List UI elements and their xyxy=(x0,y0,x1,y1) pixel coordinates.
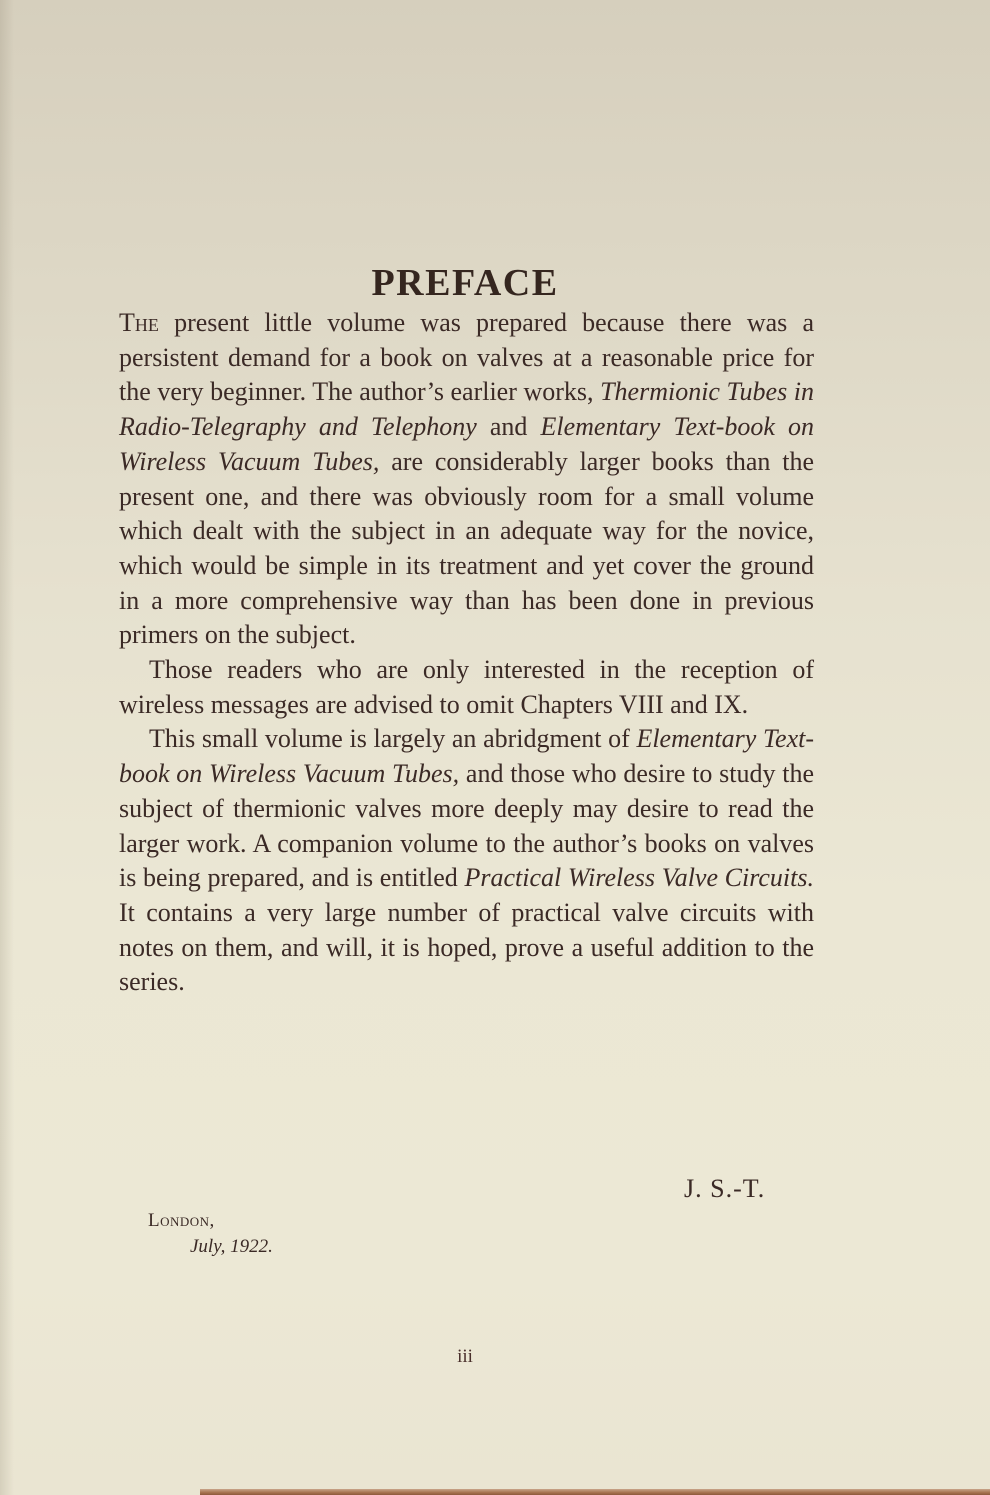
preface-body xyxy=(119,306,814,1000)
text-segment: Those readers who are only interested in the reception of wireless messages are advised to omit Chapters VIII and IX. xyxy=(119,655,814,719)
paragraph-2 xyxy=(119,653,814,722)
lead-small-caps: The xyxy=(119,308,159,337)
book-title-italic: Thermionic Tubes in Radio-Telegraphy and Telephony xyxy=(119,377,814,442)
page-number: iii xyxy=(457,1346,473,1367)
author-signature: J. S.-T. xyxy=(684,1174,766,1203)
paragraph-3 xyxy=(119,722,814,1000)
paragraph-1 xyxy=(119,306,814,653)
place-line: London, xyxy=(148,1210,215,1231)
text-segment: and those who desire to study the subject of thermionic valves more deeply may desire to read the larger work. A companion volume to the author’s books on valves is being prepared, and is entitled xyxy=(119,759,814,893)
book-title-italic: Practical Wireless Valve Circuits. xyxy=(464,863,814,893)
date-line: July, 1922. xyxy=(190,1236,273,1257)
page-title: PREFACE xyxy=(371,262,559,305)
text-segment: are considerably larger books than the present one, and there was obviously room for a small volume which dealt with the subject in an adequate way for the novice, which would be simple in its treatment and yet cover the ground in a more comprehensive way than has been done in previous primers on the subject. xyxy=(119,446,814,650)
book-title-italic: Elementary Text-book on Wireless Vacuum Tubes, xyxy=(119,724,814,789)
page-bottom-edge xyxy=(200,1489,990,1495)
text-segment: present little volume was prepared because there was a persistent demand for a book on valves at a reasonable price for the very beginner. The author’s earlier works, xyxy=(119,308,814,407)
text-segment: This small volume is largely an abridgment of xyxy=(149,724,637,754)
book-title-italic: Elementary Text-book on Wireless Vacuum Tubes, xyxy=(119,412,815,476)
text-segment: It contains a very large number of practical valve circuits with notes on them, and will, it is hoped, prove a useful addition to the series. xyxy=(119,897,814,997)
text-segment: and xyxy=(476,412,541,442)
